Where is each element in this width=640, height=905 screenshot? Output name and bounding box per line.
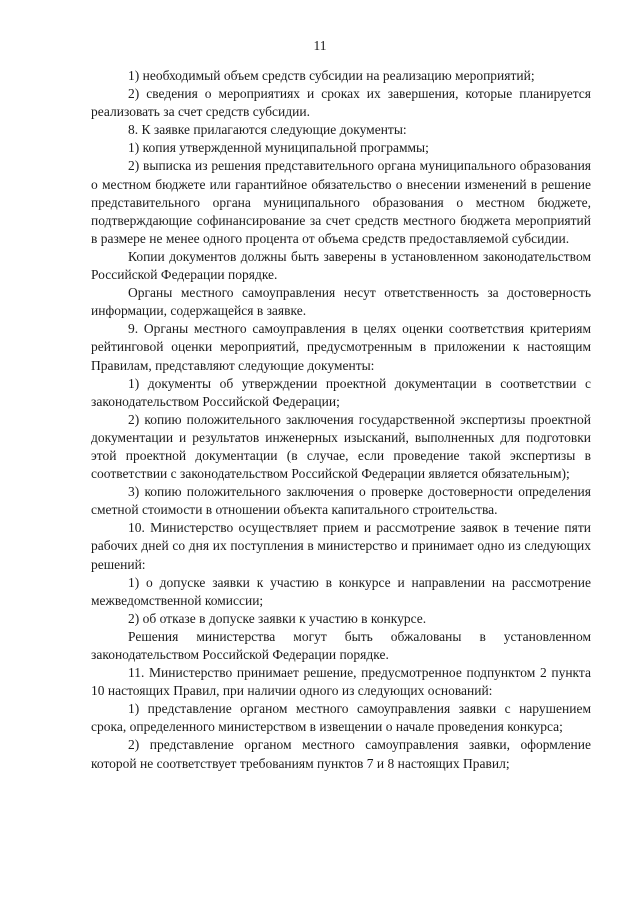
paragraph-responsibility: Органы местного самоуправления несут ответственность за достоверность информации, содержащейся в заявке. <box>91 285 591 319</box>
paragraph-clause-11-item-1: 1) представление органом местного самоуправления заявки с нарушением срока, определенного министерством в извещении о начале проведения конкурса; <box>91 701 591 735</box>
document-body <box>91 67 591 773</box>
paragraph-clause-8-item-1: 1) копия утвержденной муниципальной программы; <box>128 140 429 156</box>
paragraph-item-1-subsidy-volume: 1) необходимый объем средств субсидии на реализацию мероприятий; <box>128 68 535 83</box>
paragraph-clause-9-item-3: 3) копию положительного заключения о проверке достоверности определения сметной стоимости в отношении объекта капитального строительства. <box>91 484 591 518</box>
paragraph-copies-certified: Копии документов должны быть заверены в установленном законодательством Российской Федерации порядке. <box>91 248 591 283</box>
paragraph-clause-8-item-2: 2) выписка из решения представительного органа муниципального образования о местном бюджете или гарантийное обязательство о внесении изменений в решение представительного органа муниципального образования о местном бюджете, подтверждающие софинансирование за счет средств местного бюджета мероприятий в размере не менее одного процента от объема средств предоставляемой субсидии. <box>91 158 591 246</box>
paragraph-clause-10-item-2: 2) об отказе в допуске заявки к участию в конкурсе. <box>128 610 427 626</box>
paragraph-clause-9-item-1: 1) документы об утверждении проектной документации в соответствии с законодательством Российской Федерации; <box>91 375 591 409</box>
paragraph-item-2-measures-info: 2) сведения о мероприятиях и сроках их завершения, которые планируется реализовать за счет средств субсидии. <box>91 86 591 120</box>
paragraph-clause-9: 9. Органы местного самоуправления в целях оценки соответствия критериям рейтинговой оценки мероприятий, предусмотренным в приложении к настоящим Правилам, представляют следующие документы: <box>91 321 591 373</box>
paragraph-appeal: Решения министерства могут быть обжалованы в установленном законодательством Российской Федерации порядке. <box>91 628 591 662</box>
paragraph-clause-9-item-2: 2) копию положительного заключения государственной экспертизы проектной документации и результатов инженерных изысканий, выполненных для подготовки этой проектной документации (в случае, если проведение такой экспертизы в соответствии с законодательством Российской Федерации является обязательным); <box>91 411 591 482</box>
page-number: 11 <box>313 38 327 53</box>
paragraph-clause-10: 10. Министерство осуществляет прием и рассмотрение заявок в течение пяти рабочих дней со дня их поступления в министерство и принимает одно из следующих решений: <box>91 520 591 572</box>
paragraph-clause-10-item-1: 1) о допуске заявки к участию в конкурсе и направлении на рассмотрение межведомственной комиссии; <box>91 574 591 608</box>
paragraph-clause-11: 11. Министерство принимает решение, предусмотренное подпунктом 2 пункта 10 настоящих Правил, при наличии одного из следующих оснований: <box>91 665 591 699</box>
paragraph-clause-11-item-2: 2) представление органом местного самоуправления заявки, оформление которой не соответствует требованиям пунктов 7 и 8 настоящих Правил; <box>91 737 591 771</box>
paragraph-clause-8: 8. К заявке прилагаются следующие документы: <box>128 122 407 138</box>
